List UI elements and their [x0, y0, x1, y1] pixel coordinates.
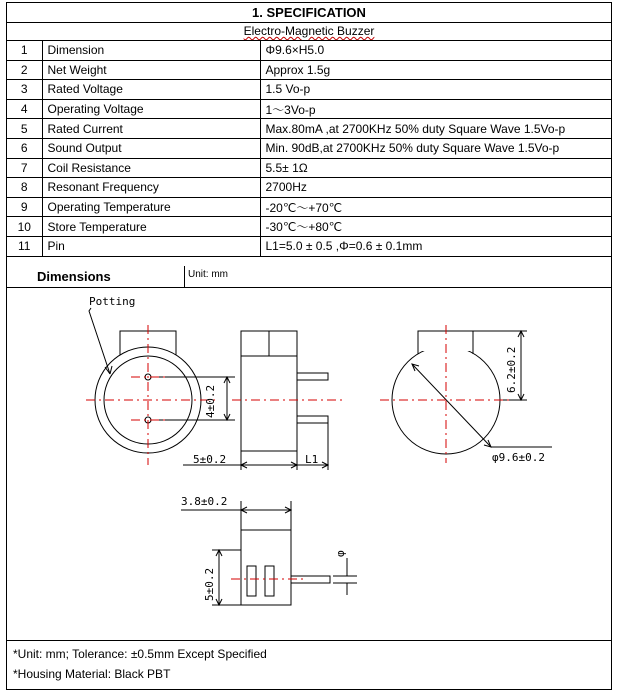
spec-row-parameter: Coil Resistance [42, 158, 260, 178]
spec-row-number: 2 [7, 60, 42, 80]
spec-row [7, 99, 611, 119]
spec-row-value: 5.5± 1Ω [260, 158, 611, 178]
spec-row [7, 41, 611, 61]
spec-row-number: 5 [7, 119, 42, 139]
spec-row-number: 4 [7, 99, 42, 119]
spec-row-parameter: Operating Voltage [42, 99, 260, 119]
bottom-height-label: 5±0.2 [203, 567, 216, 601]
bottom-body-outline [241, 530, 291, 605]
spec-row [7, 178, 611, 198]
spec-row [7, 217, 611, 237]
spec-row-number: 8 [7, 178, 42, 198]
spec-row [7, 236, 611, 256]
spec-row-value: L1=5.0 ± 0.5 ,Φ=0.6 ± 0.1mm [260, 236, 611, 256]
spec-row [7, 138, 611, 158]
dimension-drawing [7, 287, 611, 639]
dimensions-divider [184, 266, 185, 287]
spec-row-parameter: Sound Output [42, 138, 260, 158]
spec-row [7, 197, 611, 217]
spec-row-parameter: Rated Current [42, 119, 260, 139]
spec-row-parameter: Store Temperature [42, 217, 260, 237]
spec-row-number: 3 [7, 80, 42, 100]
pin-length-label: L1 [305, 453, 319, 466]
spec-row-parameter: Dimension [42, 41, 260, 61]
spec-row-value: 1～3Vo-p [260, 99, 611, 119]
housing-note: *Housing Material: Black PBT [13, 667, 171, 681]
spec-row-number: 7 [7, 158, 42, 178]
tab-height-label: 6.2±0.2 [505, 346, 518, 393]
spec-row-value: Min. 90dB,at 2700KHz 50% duty Square Wave 1.5Vo-p [260, 138, 611, 158]
specification-sheet [6, 2, 612, 690]
pin-spacing-label: 4±0.2 [204, 384, 217, 418]
spec-row [7, 158, 611, 178]
spec-row [7, 80, 611, 100]
spec-row-number: 10 [7, 217, 42, 237]
dimensions-unit: Unit: mm [188, 269, 228, 280]
spec-table [7, 40, 611, 257]
spec-row-number: 9 [7, 197, 42, 217]
spec-row [7, 60, 611, 80]
footer-notes [7, 640, 611, 690]
page-title: 1. SPECIFICATION [7, 3, 611, 23]
potting-leader [89, 308, 110, 374]
bottom-terminal-right [265, 566, 274, 596]
spec-row-parameter: Net Weight [42, 60, 260, 80]
side-pin-bottom [297, 416, 328, 423]
diameter-label: φ9.6±0.2 [492, 451, 545, 464]
spec-row-parameter: Pin [42, 236, 260, 256]
spec-row [7, 119, 611, 139]
side-pin-top [297, 373, 328, 380]
spec-row-value: 2700Hz [260, 178, 611, 198]
dimensions-label: Dimensions [37, 269, 111, 284]
spec-row-value: -30℃～+80℃ [260, 217, 611, 237]
product-subtitle: Electro-Magnetic Buzzer [7, 22, 611, 41]
spec-row-parameter: Operating Temperature [42, 197, 260, 217]
potting-label: Potting [89, 295, 136, 308]
spec-row-parameter: Resonant Frequency [42, 178, 260, 198]
spec-row-number: 11 [7, 236, 42, 256]
bottom-width-label: 3.8±0.2 [181, 495, 228, 508]
spec-row-value: -20℃～+70℃ [260, 197, 611, 217]
bottom-terminal-left [247, 566, 256, 596]
spec-row-value: Max.80mA ,at 2700KHz 50% duty Square Wave 1.5Vo-p [260, 119, 611, 139]
pin-diameter-label: φ [334, 550, 347, 557]
spec-row-value: 1.5 Vo-p [260, 80, 611, 100]
body-height-label: 5±0.2 [193, 453, 227, 466]
spec-row-number: 1 [7, 41, 42, 61]
spec-row-value: Approx 1.5g [260, 60, 611, 80]
dimensions-header [7, 266, 611, 288]
spec-row-number: 6 [7, 138, 42, 158]
tolerance-note: *Unit: mm; Tolerance: ±0.5mm Except Specified [13, 647, 267, 661]
spec-row-parameter: Rated Voltage [42, 80, 260, 100]
spec-row-value: Φ9.6×H5.0 [260, 41, 611, 61]
